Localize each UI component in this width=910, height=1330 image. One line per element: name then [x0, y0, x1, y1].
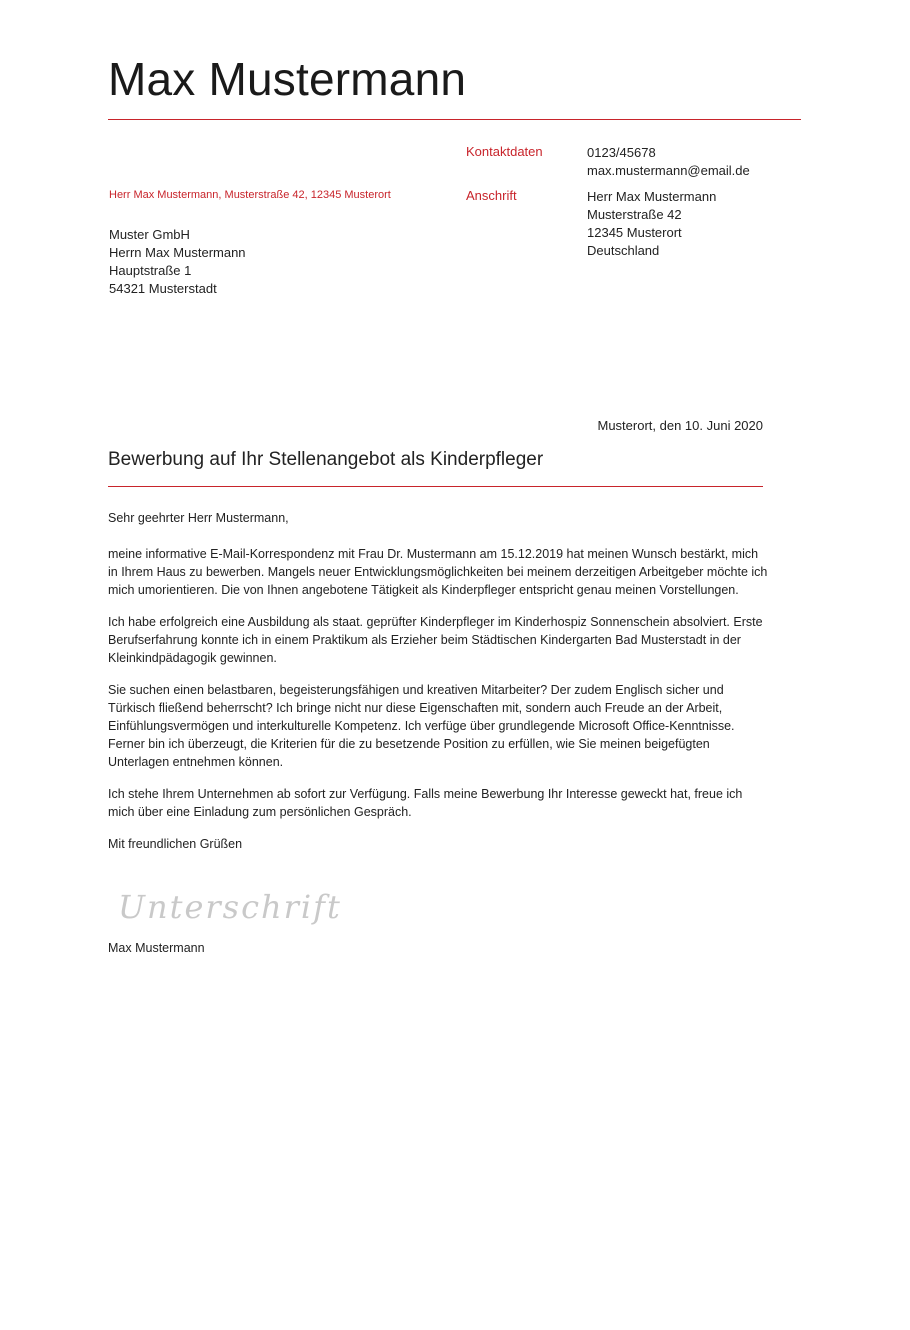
sender-address: [587, 188, 716, 260]
page-title: Max Mustermann: [108, 53, 467, 105]
signature: Unterschrift: [118, 888, 342, 926]
address-line: Herr Max Mustermann: [587, 189, 717, 204]
letter-subject: Bewerbung auf Ihr Stellenangebot als Kinderpfleger: [108, 449, 544, 470]
recipient-address: [109, 226, 246, 298]
body-paragraph: meine informative E-Mail-Korrespondenz mit Frau Dr. Mustermann am 15.12.2019 hat meinen Wunsch bestärkt, mich in Ihrem Haus zu bewerben. Mangels neuer Entwicklungsmöglichkeiten bei meinem derzeitigen Arbeitgeber möchte ich mich umorientieren. Die von Ihnen angebotene Tätigkeit als Kinderpfleger entspricht genau meinen Vorstellungen.: [108, 547, 768, 597]
address-label: Anschrift: [466, 188, 517, 203]
header-divider: [108, 119, 801, 120]
address-line: Deutschland: [587, 243, 660, 258]
letter-body: [108, 509, 768, 867]
letter-date: Musterort, den 10. Juni 2020: [597, 418, 763, 433]
subject-divider: [108, 486, 763, 487]
recipient-line: Hauptstraße 1: [109, 263, 192, 278]
closing: Mit freundlichen Grüßen: [108, 837, 243, 851]
sender-return-address: Herr Max Mustermann, Musterstraße 42, 12345 Musterort: [109, 189, 391, 201]
email-address: max.mustermann@email.de: [587, 163, 750, 178]
body-paragraph: Ich stehe Ihrem Unternehmen ab sofort zur Verfügung. Falls meine Bewerbung Ihr Interesse geweckt hat, freue ich mich über eine Einladung zum persönlichen Gespräch.: [108, 787, 743, 819]
body-paragraph: Sie suchen einen belastbaren, begeisterungsfähigen und kreativen Mitarbeiter? Der zudem Englisch sicher und Türkisch fließend beherrscht? Ich bringe nicht nur diese Eigenschaften mit, sondern auch Freude an der Arbeit, Einfühlungsvermögen und interkulturelle Kompetenz. Ich verfüge über grundlegende Microsoft Office-Kenntnisse. Ferner bin ich überzeugt, die Kriterien für die zu besetzende Position zu erfüllen, wie Sie meinen beigefügten Unterlagen entnehmen können.: [108, 683, 735, 769]
phone-number: 0123/45678: [587, 145, 656, 160]
recipient-line: 54321 Musterstadt: [109, 281, 217, 296]
signer-name: Max Mustermann: [108, 941, 205, 955]
recipient-line: Herrn Max Mustermann: [109, 245, 246, 260]
body-paragraph: Ich habe erfolgreich eine Ausbildung als staat. geprüfter Kinderpfleger im Kinderhospiz Sonnenschein absolviert. Erste Berufserfahrung konnte ich in einem Praktikum als Erzieher beim Städtischen Kindergarten Bad Musterstadt in der Kleinkindpädagogik gewinnen.: [108, 615, 763, 665]
address-line: Musterstraße 42: [587, 207, 682, 222]
contact-details: [587, 144, 750, 180]
address-line: 12345 Musterort: [587, 225, 682, 240]
recipient-line: Muster GmbH: [109, 227, 190, 242]
contact-label: Kontaktdaten: [466, 144, 543, 159]
salutation: Sehr geehrter Herr Mustermann,: [108, 511, 289, 525]
